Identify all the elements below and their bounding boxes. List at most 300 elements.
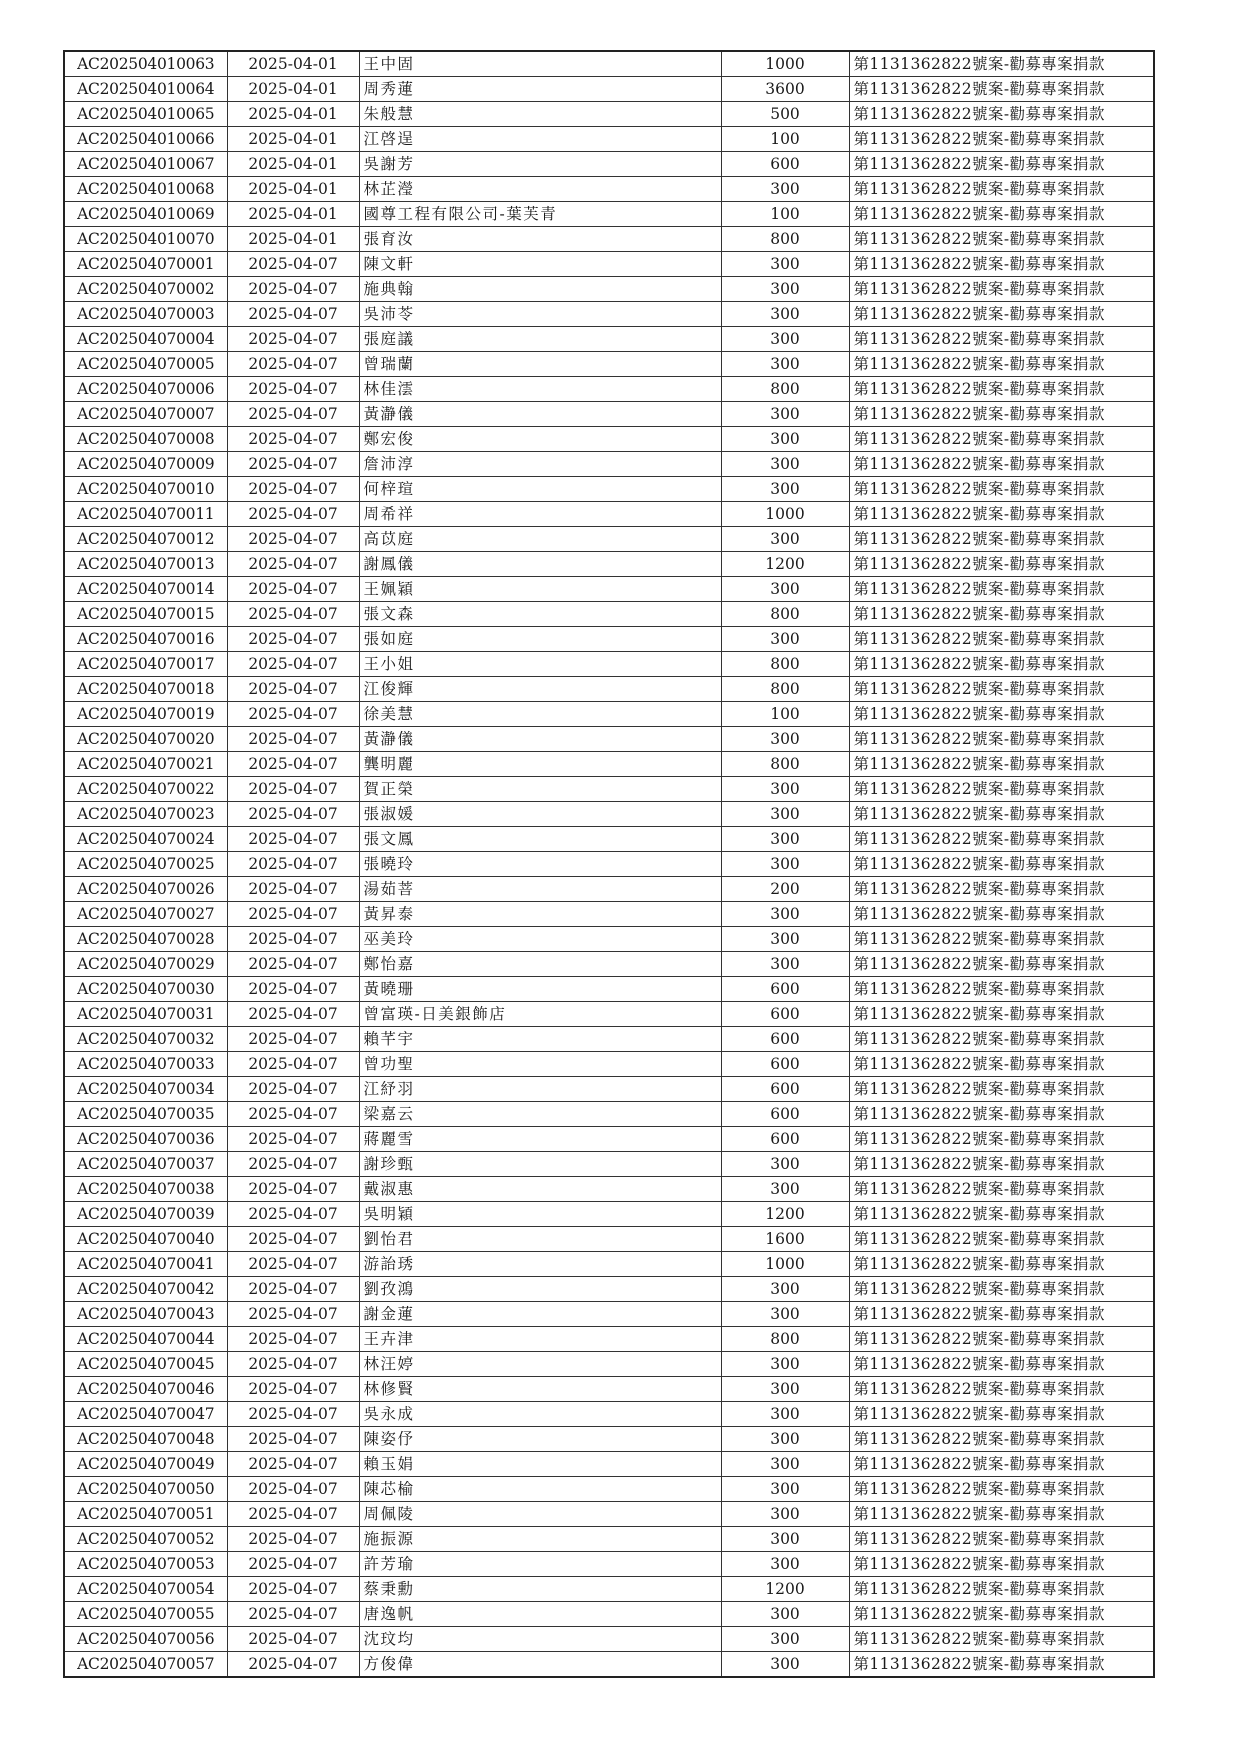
- receipt-id-cell: AC202504070036: [64, 1127, 227, 1152]
- table-row: [64, 377, 1154, 402]
- amount-cell: 300: [721, 452, 849, 477]
- date-cell: 2025-04-07: [227, 327, 359, 352]
- amount-cell: 300: [721, 1402, 849, 1427]
- donor-name-cell: 湯茹菩: [359, 877, 721, 902]
- receipt-id-cell: AC202504070051: [64, 1502, 227, 1527]
- donor-name-cell: 張育汝: [359, 227, 721, 252]
- table-row: [64, 1627, 1154, 1652]
- date-cell: 2025-04-07: [227, 927, 359, 952]
- date-cell: 2025-04-07: [227, 1102, 359, 1127]
- date-cell: 2025-04-07: [227, 977, 359, 1002]
- receipt-id-cell: AC202504070032: [64, 1027, 227, 1052]
- amount-cell: 300: [721, 952, 849, 977]
- donor-name-cell: 沈玟均: [359, 1627, 721, 1652]
- purpose-cell: 第1131362822號案-勸募專案捐款: [849, 1227, 1154, 1252]
- receipt-id-cell: AC202504070039: [64, 1202, 227, 1227]
- table-row: [64, 402, 1154, 427]
- receipt-id-cell: AC202504070029: [64, 952, 227, 977]
- receipt-id-cell: AC202504070005: [64, 352, 227, 377]
- donor-name-cell: 張庭議: [359, 327, 721, 352]
- table-row: [64, 727, 1154, 752]
- receipt-id-cell: AC202504070030: [64, 977, 227, 1002]
- donor-name-cell: 施振源: [359, 1527, 721, 1552]
- receipt-id-cell: AC202504070044: [64, 1327, 227, 1352]
- date-cell: 2025-04-07: [227, 1652, 359, 1678]
- amount-cell: 300: [721, 777, 849, 802]
- purpose-cell: 第1131362822號案-勸募專案捐款: [849, 77, 1154, 102]
- amount-cell: 600: [721, 152, 849, 177]
- receipt-id-cell: AC202504070038: [64, 1177, 227, 1202]
- donor-name-cell: 黃曉珊: [359, 977, 721, 1002]
- purpose-cell: 第1131362822號案-勸募專案捐款: [849, 952, 1154, 977]
- receipt-id-cell: AC202504070028: [64, 927, 227, 952]
- receipt-id-cell: AC202504070033: [64, 1052, 227, 1077]
- purpose-cell: 第1131362822號案-勸募專案捐款: [849, 727, 1154, 752]
- date-cell: 2025-04-01: [227, 227, 359, 252]
- date-cell: 2025-04-07: [227, 1202, 359, 1227]
- receipt-id-cell: AC202504070055: [64, 1602, 227, 1627]
- table-row: [64, 952, 1154, 977]
- receipt-id-cell: AC202504070056: [64, 1627, 227, 1652]
- table-row: [64, 51, 1154, 77]
- table-row: [64, 427, 1154, 452]
- amount-cell: 1200: [721, 552, 849, 577]
- donor-name-cell: 曾功聖: [359, 1052, 721, 1077]
- donor-name-cell: 劉怡君: [359, 1227, 721, 1252]
- purpose-cell: 第1131362822號案-勸募專案捐款: [849, 1127, 1154, 1152]
- table-row: [64, 1502, 1154, 1527]
- table-row: [64, 327, 1154, 352]
- amount-cell: 300: [721, 402, 849, 427]
- date-cell: 2025-04-07: [227, 1527, 359, 1552]
- date-cell: 2025-04-07: [227, 1452, 359, 1477]
- date-cell: 2025-04-07: [227, 352, 359, 377]
- receipt-id-cell: AC202504070047: [64, 1402, 227, 1427]
- receipt-id-cell: AC202504010070: [64, 227, 227, 252]
- donor-name-cell: 陳文軒: [359, 252, 721, 277]
- date-cell: 2025-04-01: [227, 152, 359, 177]
- date-cell: 2025-04-07: [227, 777, 359, 802]
- amount-cell: 800: [721, 652, 849, 677]
- table-row: [64, 77, 1154, 102]
- purpose-cell: 第1131362822號案-勸募專案捐款: [849, 927, 1154, 952]
- table-row: [64, 1452, 1154, 1477]
- date-cell: 2025-04-07: [227, 802, 359, 827]
- date-cell: 2025-04-07: [227, 1577, 359, 1602]
- table-row: [64, 577, 1154, 602]
- receipt-id-cell: AC202504070046: [64, 1377, 227, 1402]
- date-cell: 2025-04-07: [227, 1302, 359, 1327]
- receipt-id-cell: AC202504070035: [64, 1102, 227, 1127]
- table-row: [64, 1002, 1154, 1027]
- date-cell: 2025-04-07: [227, 1227, 359, 1252]
- table-row: [64, 1577, 1154, 1602]
- amount-cell: 800: [721, 1327, 849, 1352]
- date-cell: 2025-04-07: [227, 1177, 359, 1202]
- amount-cell: 300: [721, 1152, 849, 1177]
- date-cell: 2025-04-07: [227, 477, 359, 502]
- amount-cell: 300: [721, 327, 849, 352]
- purpose-cell: 第1131362822號案-勸募專案捐款: [849, 802, 1154, 827]
- amount-cell: 800: [721, 377, 849, 402]
- table-row: [64, 252, 1154, 277]
- table-row: [64, 502, 1154, 527]
- purpose-cell: 第1131362822號案-勸募專案捐款: [849, 652, 1154, 677]
- donor-name-cell: 王中固: [359, 51, 721, 77]
- table-row: [64, 227, 1154, 252]
- date-cell: 2025-04-07: [227, 252, 359, 277]
- receipt-id-cell: AC202504070042: [64, 1277, 227, 1302]
- receipt-id-cell: AC202504070027: [64, 902, 227, 927]
- date-cell: 2025-04-07: [227, 1277, 359, 1302]
- table-row: [64, 852, 1154, 877]
- receipt-id-cell: AC202504010069: [64, 202, 227, 227]
- table-row: [64, 1302, 1154, 1327]
- receipt-id-cell: AC202504070003: [64, 302, 227, 327]
- table-row: [64, 927, 1154, 952]
- purpose-cell: 第1131362822號案-勸募專案捐款: [849, 1177, 1154, 1202]
- purpose-cell: 第1131362822號案-勸募專案捐款: [849, 677, 1154, 702]
- purpose-cell: 第1131362822號案-勸募專案捐款: [849, 527, 1154, 552]
- donor-name-cell: 王卉津: [359, 1327, 721, 1352]
- donor-name-cell: 曾富瑛-日美銀飾店: [359, 1002, 721, 1027]
- amount-cell: 300: [721, 1627, 849, 1652]
- donor-name-cell: 黃瀞儀: [359, 402, 721, 427]
- table-row: [64, 977, 1154, 1002]
- date-cell: 2025-04-01: [227, 102, 359, 127]
- purpose-cell: 第1131362822號案-勸募專案捐款: [849, 502, 1154, 527]
- donor-name-cell: 林佳澐: [359, 377, 721, 402]
- purpose-cell: 第1131362822號案-勸募專案捐款: [849, 1077, 1154, 1102]
- receipt-id-cell: AC202504070024: [64, 827, 227, 852]
- receipt-id-cell: AC202504070037: [64, 1152, 227, 1177]
- date-cell: 2025-04-07: [227, 752, 359, 777]
- date-cell: 2025-04-07: [227, 1477, 359, 1502]
- receipt-id-cell: AC202504070023: [64, 802, 227, 827]
- table-row: [64, 1202, 1154, 1227]
- amount-cell: 3600: [721, 77, 849, 102]
- table-row: [64, 1652, 1154, 1678]
- table-row: [64, 652, 1154, 677]
- receipt-id-cell: AC202504010066: [64, 127, 227, 152]
- purpose-cell: 第1131362822號案-勸募專案捐款: [849, 702, 1154, 727]
- purpose-cell: 第1131362822號案-勸募專案捐款: [849, 1452, 1154, 1477]
- date-cell: 2025-04-07: [227, 677, 359, 702]
- amount-cell: 600: [721, 1077, 849, 1102]
- date-cell: 2025-04-07: [227, 1052, 359, 1077]
- purpose-cell: 第1131362822號案-勸募專案捐款: [849, 1277, 1154, 1302]
- table-row: [64, 1427, 1154, 1452]
- date-cell: 2025-04-07: [227, 827, 359, 852]
- donor-name-cell: 吳沛苓: [359, 302, 721, 327]
- table-row: [64, 1177, 1154, 1202]
- receipt-id-cell: AC202504070002: [64, 277, 227, 302]
- amount-cell: 600: [721, 1002, 849, 1027]
- receipt-id-cell: AC202504070026: [64, 877, 227, 902]
- purpose-cell: 第1131362822號案-勸募專案捐款: [849, 877, 1154, 902]
- purpose-cell: 第1131362822號案-勸募專案捐款: [849, 327, 1154, 352]
- purpose-cell: 第1131362822號案-勸募專案捐款: [849, 552, 1154, 577]
- table-row: [64, 1027, 1154, 1052]
- table-row: [64, 452, 1154, 477]
- purpose-cell: 第1131362822號案-勸募專案捐款: [849, 1377, 1154, 1402]
- receipt-id-cell: AC202504070004: [64, 327, 227, 352]
- receipt-id-cell: AC202504070049: [64, 1452, 227, 1477]
- amount-cell: 300: [721, 352, 849, 377]
- purpose-cell: 第1131362822號案-勸募專案捐款: [849, 577, 1154, 602]
- date-cell: 2025-04-07: [227, 952, 359, 977]
- receipt-id-cell: AC202504070016: [64, 627, 227, 652]
- amount-cell: 800: [721, 752, 849, 777]
- purpose-cell: 第1131362822號案-勸募專案捐款: [849, 627, 1154, 652]
- table-row: [64, 1477, 1154, 1502]
- donor-name-cell: 張淑媛: [359, 802, 721, 827]
- amount-cell: 600: [721, 1027, 849, 1052]
- donor-name-cell: 高苡庭: [359, 527, 721, 552]
- receipt-id-cell: AC202504070045: [64, 1352, 227, 1377]
- table-row: [64, 827, 1154, 852]
- amount-cell: 300: [721, 827, 849, 852]
- amount-cell: 300: [721, 1427, 849, 1452]
- table-row: [64, 627, 1154, 652]
- date-cell: 2025-04-07: [227, 1377, 359, 1402]
- table-row: [64, 1377, 1154, 1402]
- receipt-id-cell: AC202504070008: [64, 427, 227, 452]
- table-row: [64, 752, 1154, 777]
- donor-name-cell: 蔡秉勳: [359, 1577, 721, 1602]
- donor-name-cell: 游詒琇: [359, 1252, 721, 1277]
- table-row: [64, 1127, 1154, 1152]
- amount-cell: 300: [721, 1452, 849, 1477]
- amount-cell: 300: [721, 277, 849, 302]
- donor-name-cell: 詹沛淳: [359, 452, 721, 477]
- receipt-id-cell: AC202504070018: [64, 677, 227, 702]
- amount-cell: 100: [721, 702, 849, 727]
- donor-name-cell: 林芷瀅: [359, 177, 721, 202]
- receipt-id-cell: AC202504070009: [64, 452, 227, 477]
- amount-cell: 600: [721, 1052, 849, 1077]
- amount-cell: 500: [721, 102, 849, 127]
- amount-cell: 300: [721, 1277, 849, 1302]
- donor-name-cell: 賴玉娟: [359, 1452, 721, 1477]
- date-cell: 2025-04-07: [227, 1502, 359, 1527]
- table-row: [64, 1527, 1154, 1552]
- amount-cell: 300: [721, 1552, 849, 1577]
- amount-cell: 300: [721, 477, 849, 502]
- table-row: [64, 477, 1154, 502]
- donor-name-cell: 國尊工程有限公司-葉芙青: [359, 202, 721, 227]
- receipt-id-cell: AC202504070052: [64, 1527, 227, 1552]
- table-row: [64, 277, 1154, 302]
- purpose-cell: 第1131362822號案-勸募專案捐款: [849, 1427, 1154, 1452]
- table-row: [64, 1152, 1154, 1177]
- donor-name-cell: 方俊偉: [359, 1652, 721, 1678]
- date-cell: 2025-04-07: [227, 1027, 359, 1052]
- amount-cell: 1000: [721, 51, 849, 77]
- table-row: [64, 552, 1154, 577]
- date-cell: 2025-04-07: [227, 652, 359, 677]
- date-cell: 2025-04-07: [227, 702, 359, 727]
- purpose-cell: 第1131362822號案-勸募專案捐款: [849, 1102, 1154, 1127]
- table-row: [64, 1102, 1154, 1127]
- donor-name-cell: 黃昇泰: [359, 902, 721, 927]
- amount-cell: 600: [721, 1127, 849, 1152]
- amount-cell: 1000: [721, 502, 849, 527]
- receipt-id-cell: AC202504070020: [64, 727, 227, 752]
- purpose-cell: 第1131362822號案-勸募專案捐款: [849, 752, 1154, 777]
- receipt-id-cell: AC202504070054: [64, 1577, 227, 1602]
- amount-cell: 1600: [721, 1227, 849, 1252]
- table-row: [64, 527, 1154, 552]
- amount-cell: 300: [721, 177, 849, 202]
- donor-name-cell: 謝金蓮: [359, 1302, 721, 1327]
- purpose-cell: 第1131362822號案-勸募專案捐款: [849, 427, 1154, 452]
- receipt-id-cell: AC202504070019: [64, 702, 227, 727]
- purpose-cell: 第1131362822號案-勸募專案捐款: [849, 1527, 1154, 1552]
- donor-name-cell: 許芳瑜: [359, 1552, 721, 1577]
- donor-name-cell: 周佩陵: [359, 1502, 721, 1527]
- amount-cell: 300: [721, 927, 849, 952]
- amount-cell: 300: [721, 1352, 849, 1377]
- donor-name-cell: 梁嘉云: [359, 1102, 721, 1127]
- purpose-cell: 第1131362822號案-勸募專案捐款: [849, 602, 1154, 627]
- donor-name-cell: 戴淑惠: [359, 1177, 721, 1202]
- table-row: [64, 1277, 1154, 1302]
- date-cell: 2025-04-07: [227, 1427, 359, 1452]
- date-cell: 2025-04-07: [227, 852, 359, 877]
- amount-cell: 300: [721, 627, 849, 652]
- date-cell: 2025-04-07: [227, 1602, 359, 1627]
- purpose-cell: 第1131362822號案-勸募專案捐款: [849, 452, 1154, 477]
- purpose-cell: 第1131362822號案-勸募專案捐款: [849, 127, 1154, 152]
- receipt-id-cell: AC202504070057: [64, 1652, 227, 1678]
- table-row: [64, 1227, 1154, 1252]
- donor-name-cell: 蔣麗雪: [359, 1127, 721, 1152]
- amount-cell: 1200: [721, 1202, 849, 1227]
- donor-name-cell: 王姵穎: [359, 577, 721, 602]
- donor-name-cell: 施典翰: [359, 277, 721, 302]
- purpose-cell: 第1131362822號案-勸募專案捐款: [849, 777, 1154, 802]
- amount-cell: 1000: [721, 1252, 849, 1277]
- amount-cell: 100: [721, 202, 849, 227]
- date-cell: 2025-04-01: [227, 77, 359, 102]
- table-row: [64, 902, 1154, 927]
- purpose-cell: 第1131362822號案-勸募專案捐款: [849, 152, 1154, 177]
- date-cell: 2025-04-07: [227, 877, 359, 902]
- donor-name-cell: 龔明麗: [359, 752, 721, 777]
- donor-name-cell: 周秀蓮: [359, 77, 721, 102]
- date-cell: 2025-04-07: [227, 452, 359, 477]
- amount-cell: 300: [721, 1177, 849, 1202]
- amount-cell: 800: [721, 602, 849, 627]
- purpose-cell: 第1131362822號案-勸募專案捐款: [849, 1402, 1154, 1427]
- amount-cell: 300: [721, 802, 849, 827]
- purpose-cell: 第1131362822號案-勸募專案捐款: [849, 477, 1154, 502]
- donor-name-cell: 周希祥: [359, 502, 721, 527]
- receipt-id-cell: AC202504070031: [64, 1002, 227, 1027]
- date-cell: 2025-04-07: [227, 602, 359, 627]
- receipt-id-cell: AC202504070050: [64, 1477, 227, 1502]
- receipt-id-cell: AC202504070025: [64, 852, 227, 877]
- amount-cell: 300: [721, 302, 849, 327]
- donation-table: [63, 50, 1155, 1678]
- amount-cell: 600: [721, 977, 849, 1002]
- table-row: [64, 702, 1154, 727]
- purpose-cell: 第1131362822號案-勸募專案捐款: [849, 1627, 1154, 1652]
- receipt-id-cell: AC202504070041: [64, 1252, 227, 1277]
- donor-name-cell: 吳永成: [359, 1402, 721, 1427]
- donor-name-cell: 謝珍甄: [359, 1152, 721, 1177]
- amount-cell: 300: [721, 902, 849, 927]
- table-row: [64, 102, 1154, 127]
- receipt-id-cell: AC202504070011: [64, 502, 227, 527]
- amount-cell: 300: [721, 1602, 849, 1627]
- donor-name-cell: 黃瀞儀: [359, 727, 721, 752]
- amount-cell: 300: [721, 252, 849, 277]
- donor-name-cell: 林汪婷: [359, 1352, 721, 1377]
- donor-name-cell: 張曉玲: [359, 852, 721, 877]
- amount-cell: 300: [721, 577, 849, 602]
- table-row: [64, 302, 1154, 327]
- receipt-id-cell: AC202504070015: [64, 602, 227, 627]
- donor-name-cell: 江啓逞: [359, 127, 721, 152]
- donor-name-cell: 鄭怡嘉: [359, 952, 721, 977]
- date-cell: 2025-04-07: [227, 502, 359, 527]
- table-row: [64, 877, 1154, 902]
- purpose-cell: 第1131362822號案-勸募專案捐款: [849, 1352, 1154, 1377]
- date-cell: 2025-04-07: [227, 302, 359, 327]
- receipt-id-cell: AC202504010063: [64, 51, 227, 77]
- table-row: [64, 1052, 1154, 1077]
- donor-name-cell: 唐逸帆: [359, 1602, 721, 1627]
- purpose-cell: 第1131362822號案-勸募專案捐款: [849, 1252, 1154, 1277]
- receipt-id-cell: AC202504070043: [64, 1302, 227, 1327]
- amount-cell: 800: [721, 227, 849, 252]
- receipt-id-cell: AC202504010067: [64, 152, 227, 177]
- donor-name-cell: 巫美玲: [359, 927, 721, 952]
- receipt-id-cell: AC202504070006: [64, 377, 227, 402]
- date-cell: 2025-04-07: [227, 1627, 359, 1652]
- purpose-cell: 第1131362822號案-勸募專案捐款: [849, 402, 1154, 427]
- purpose-cell: 第1131362822號案-勸募專案捐款: [849, 1477, 1154, 1502]
- receipt-id-cell: AC202504070034: [64, 1077, 227, 1102]
- receipt-id-cell: AC202504070010: [64, 477, 227, 502]
- date-cell: 2025-04-01: [227, 127, 359, 152]
- date-cell: 2025-04-07: [227, 1002, 359, 1027]
- purpose-cell: 第1131362822號案-勸募專案捐款: [849, 1152, 1154, 1177]
- table-row: [64, 1552, 1154, 1577]
- amount-cell: 100: [721, 127, 849, 152]
- purpose-cell: 第1131362822號案-勸募專案捐款: [849, 202, 1154, 227]
- receipt-id-cell: AC202504070012: [64, 527, 227, 552]
- table-row: [64, 1602, 1154, 1627]
- donor-name-cell: 徐美慧: [359, 702, 721, 727]
- amount-cell: 300: [721, 1502, 849, 1527]
- table-row: [64, 677, 1154, 702]
- receipt-id-cell: AC202504070001: [64, 252, 227, 277]
- amount-cell: 300: [721, 527, 849, 552]
- date-cell: 2025-04-07: [227, 1077, 359, 1102]
- amount-cell: 300: [721, 1477, 849, 1502]
- date-cell: 2025-04-07: [227, 552, 359, 577]
- date-cell: 2025-04-07: [227, 1152, 359, 1177]
- donor-name-cell: 曾瑞蘭: [359, 352, 721, 377]
- purpose-cell: 第1131362822號案-勸募專案捐款: [849, 1652, 1154, 1678]
- purpose-cell: 第1131362822號案-勸募專案捐款: [849, 51, 1154, 77]
- receipt-id-cell: AC202504070013: [64, 552, 227, 577]
- amount-cell: 300: [721, 1652, 849, 1678]
- amount-cell: 300: [721, 1377, 849, 1402]
